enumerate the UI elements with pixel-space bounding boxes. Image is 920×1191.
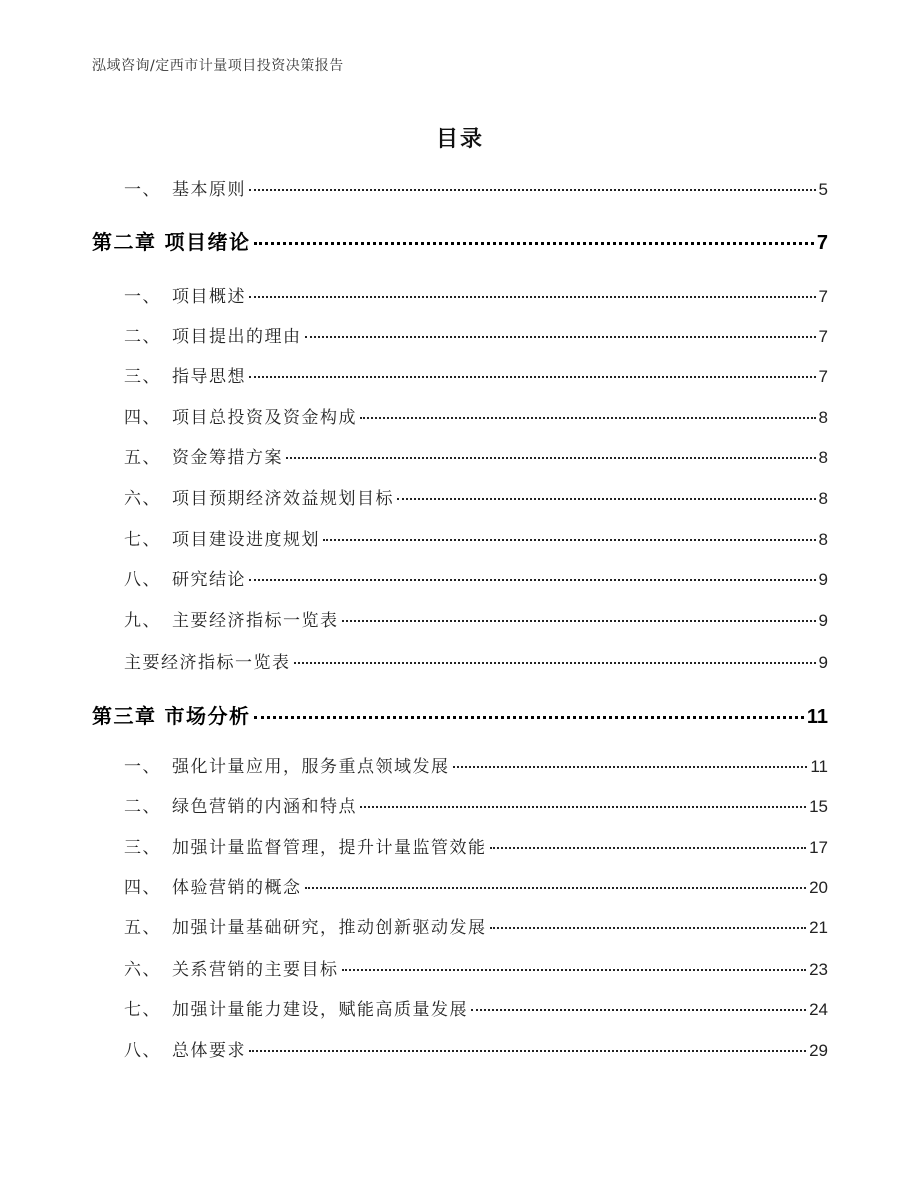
- toc-entry-label: [124, 648, 291, 673]
- toc-dot-leader: [254, 242, 814, 245]
- toc-dot-leader: [249, 296, 816, 298]
- toc-page-number: 24: [809, 1000, 828, 1019]
- toc-entry-text: 项目提出的理由: [172, 327, 302, 347]
- toc-entry-text: 基本原则: [172, 180, 246, 200]
- toc-dot-leader: [490, 847, 807, 849]
- toc-entry-label: [124, 913, 487, 938]
- toc-page-number: 20: [809, 878, 828, 897]
- toc-dot-leader: [342, 969, 807, 971]
- toc-entry-number: 二、: [124, 797, 161, 817]
- toc-section-entry[interactable]: [124, 1036, 828, 1061]
- toc-entry-label: [124, 525, 320, 550]
- toc-entry-text: 加强计量基础研究，推动创新驱动发展: [172, 918, 487, 938]
- toc-entry-label: [124, 175, 246, 200]
- toc-page-number: 8: [818, 489, 828, 508]
- toc-page-number: 17: [809, 838, 828, 857]
- toc-entry-label: [124, 955, 339, 980]
- toc-entry-text: 加强计量监督管理，提升计量监管效能: [172, 838, 487, 858]
- toc-section-entry[interactable]: [124, 833, 828, 858]
- toc-entry-number: 三、: [124, 367, 161, 387]
- toc-page-number: 11: [810, 757, 828, 776]
- toc-dot-leader: [360, 806, 806, 808]
- toc-entry-number: 七、: [124, 1000, 161, 1020]
- toc-entry-number: 第三章: [92, 704, 157, 728]
- toc-entry-label: [124, 752, 450, 777]
- page-header: 泓域咨询/定西市计量项目投资决策报告: [92, 58, 344, 74]
- toc-entry-number: 八、: [124, 1041, 161, 1061]
- toc-section-entry[interactable]: [124, 752, 828, 777]
- toc-section-entry[interactable]: [124, 484, 828, 509]
- toc-entry-label: [124, 362, 246, 387]
- toc-section-entry[interactable]: [124, 322, 828, 347]
- toc-entry-text: 项目建设进度规划: [172, 530, 320, 550]
- toc-page-number: 7: [818, 327, 828, 346]
- toc-entry-label: [124, 873, 302, 898]
- toc-entry-text: 项目预期经济效益规划目标: [172, 489, 394, 509]
- toc-entry-text: 指导思想: [172, 367, 246, 387]
- toc-page-number: 5: [818, 180, 828, 199]
- toc-section-entry[interactable]: [124, 792, 828, 817]
- toc-entry-text: 项目概述: [172, 287, 246, 307]
- toc-page-number: 8: [818, 530, 828, 549]
- toc-section-entry[interactable]: [124, 873, 828, 898]
- toc-page-number: 7: [816, 232, 828, 254]
- toc-section-entry[interactable]: [124, 443, 828, 468]
- toc-dot-leader: [294, 662, 816, 664]
- toc-entry-text: 加强计量能力建设，赋能高质量发展: [172, 1000, 468, 1020]
- toc-dot-leader: [249, 376, 816, 378]
- toc-page-number: 29: [809, 1041, 828, 1060]
- toc-dot-leader: [249, 189, 816, 191]
- toc-page-number: 7: [818, 287, 828, 306]
- toc-entry-text: 市场分析: [164, 704, 251, 728]
- toc-dot-leader: [490, 927, 807, 929]
- toc-entry-number: 六、: [124, 960, 161, 980]
- toc-entry-number: 二、: [124, 327, 161, 347]
- toc-entry-number: 一、: [124, 180, 161, 200]
- toc-entry-number: 五、: [124, 448, 161, 468]
- toc-page-number: 11: [806, 706, 828, 728]
- toc-entry-text: 强化计量应用，服务重点领域发展: [172, 757, 450, 777]
- toc-dot-leader: [254, 716, 804, 719]
- toc-entry-label: [124, 1036, 246, 1061]
- toc-entry-number: 一、: [124, 757, 161, 777]
- toc-entry-number: 八、: [124, 570, 161, 590]
- toc-section-entry[interactable]: [124, 565, 828, 590]
- toc-entry-text: 资金筹措方案: [172, 448, 283, 468]
- toc-entry-label: [124, 484, 394, 509]
- toc-entry-number: 六、: [124, 489, 161, 509]
- toc-entry-text: 体验营销的概念: [172, 878, 302, 898]
- toc-dot-leader: [305, 887, 807, 889]
- toc-chapter-entry[interactable]: [92, 700, 828, 729]
- toc-dot-leader: [342, 620, 816, 622]
- toc-title: 目录: [435, 127, 484, 152]
- toc-entry-label: [124, 565, 246, 590]
- toc-section-entry[interactable]: [124, 362, 828, 387]
- toc-dot-leader: [249, 1050, 806, 1052]
- toc-entry-text: 项目总投资及资金构成: [172, 408, 357, 428]
- toc-page-number: 21: [809, 918, 828, 937]
- toc-page-number: 9: [818, 653, 828, 672]
- toc-section-entry[interactable]: [124, 175, 828, 200]
- toc-entry-number: 五、: [124, 918, 161, 938]
- toc-section-entry[interactable]: [124, 913, 828, 938]
- toc-entry-label: [124, 792, 357, 817]
- toc-entry-label: [124, 995, 468, 1020]
- toc-entry-text: 研究结论: [172, 570, 246, 590]
- toc-entry-label: [92, 226, 251, 255]
- toc-page-number: 15: [809, 797, 828, 816]
- toc-page-number: 8: [818, 448, 828, 467]
- toc-entry-label: [124, 833, 487, 858]
- toc-dot-leader: [249, 579, 816, 581]
- toc-page-number: 7: [818, 367, 828, 386]
- toc-entry-number: 七、: [124, 530, 161, 550]
- toc-entry-label: [124, 403, 357, 428]
- toc-entry-text: 主要经济指标一览表: [124, 653, 291, 673]
- toc-page-number: 9: [818, 611, 828, 630]
- toc-section-entry[interactable]: [124, 282, 828, 307]
- toc-dot-leader: [323, 539, 816, 541]
- toc-dot-leader: [286, 457, 816, 459]
- toc-section-entry[interactable]: [124, 995, 828, 1020]
- toc-dot-leader: [305, 336, 816, 338]
- toc-entry-label: [124, 282, 246, 307]
- toc-section-entry[interactable]: [124, 525, 828, 550]
- toc-page-number: 9: [818, 570, 828, 589]
- toc-entry-label: [124, 443, 283, 468]
- toc-dot-leader: [453, 766, 808, 768]
- toc-dot-leader: [471, 1009, 806, 1011]
- toc-dot-leader: [360, 417, 816, 419]
- toc-entry-number: 四、: [124, 878, 161, 898]
- toc-chapter-entry[interactable]: [92, 226, 828, 255]
- toc-entry-label: [124, 322, 302, 347]
- toc-entry-label: [92, 700, 251, 729]
- toc-section-entry[interactable]: [124, 606, 828, 631]
- toc-entry-text: 总体要求: [172, 1041, 246, 1061]
- toc-page-number: 8: [818, 408, 828, 427]
- toc-entry-number: 一、: [124, 287, 161, 307]
- toc-section-entry[interactable]: [124, 955, 828, 980]
- toc-entry-number: 四、: [124, 408, 161, 428]
- toc-section-entry[interactable]: [124, 403, 828, 428]
- toc-entry-text: 绿色营销的内涵和特点: [172, 797, 357, 817]
- toc-entry-label: [124, 606, 339, 631]
- toc-entry-number: 第二章: [92, 230, 157, 254]
- toc-entry-number: 九、: [124, 611, 161, 631]
- toc-page-number: 23: [809, 960, 828, 979]
- toc-section-entry[interactable]: [124, 648, 828, 673]
- toc-entry-number: 三、: [124, 838, 161, 858]
- toc-dot-leader: [397, 498, 816, 500]
- toc-entry-text: 项目绪论: [164, 230, 251, 254]
- toc-entry-text: 主要经济指标一览表: [172, 611, 339, 631]
- toc-entry-text: 关系营销的主要目标: [172, 960, 339, 980]
